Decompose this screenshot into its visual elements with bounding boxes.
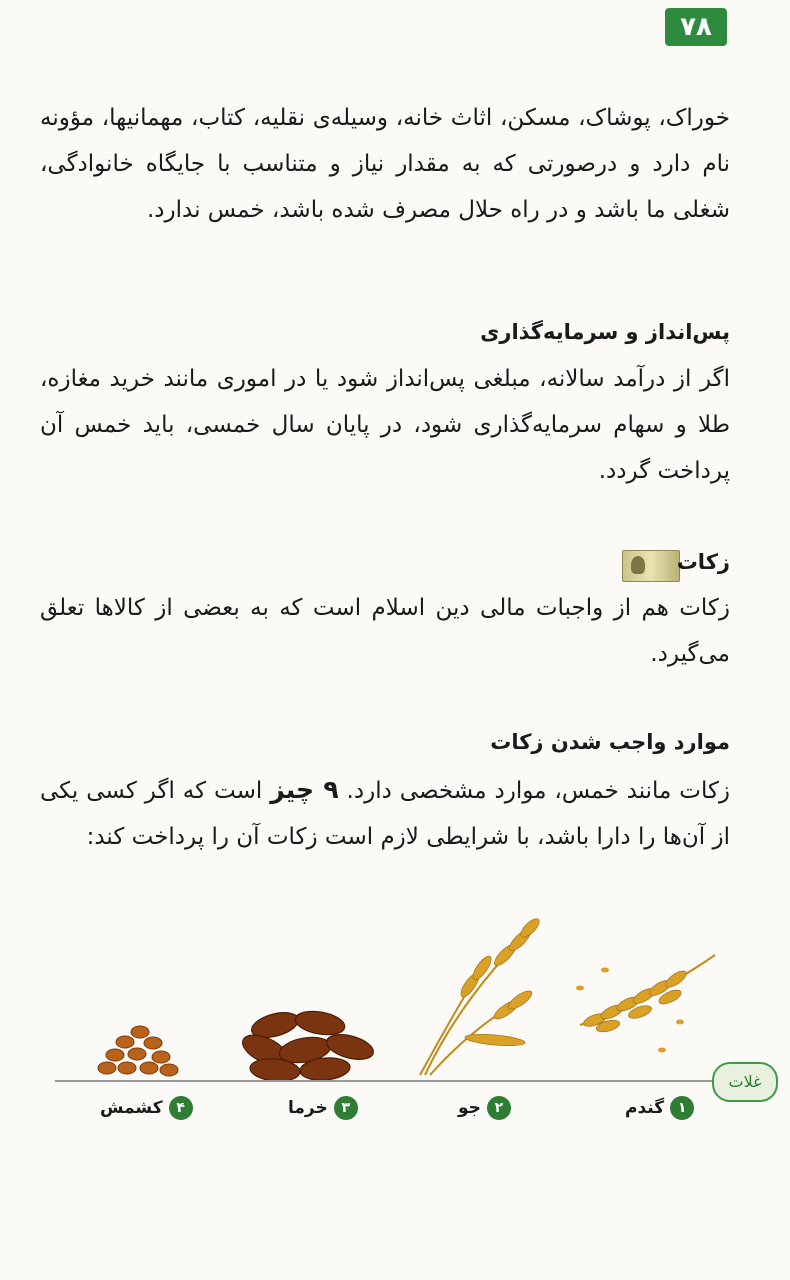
category-tag: غلات [712,1062,778,1102]
item-label: جو [458,1098,481,1118]
barley-illustration [410,910,560,1080]
zakat-heading: زکات [676,550,730,574]
item-barley [458,1096,511,1120]
intro-paragraph: خوراک، پوشاک، مسکن، اثاث خانه، وسیله‌ی نقلیه، کتاب، مهمانیها، مؤونه نام دارد و درصورتی که به مقدار نیاز و متناسب با جایگاه خانوادگی، شغلی ما باشد و در راه حلال مصرف شده باشد، خمس ندارد. [40,105,730,223]
items-divider [55,1080,715,1082]
item-number: ۴ [169,1096,193,1120]
dates-illustration [235,1005,385,1085]
savings-paragraph: اگر از درآمد سالانه، مبلغی پس‌انداز شود یا در اموری مانند خرید مغازه، طلا و سهام سرمایه‌گذاری شود، در پایان سال خمسی، باید خمس آن پرداخت گردد. [40,366,730,484]
page-number: ۷۸ [665,8,727,46]
raisins-illustration [95,1010,185,1085]
item-number: ۲ [487,1096,511,1120]
cases-heading: موارد واجب شدن زکات [490,730,730,754]
cases-text-after: است که اگر کسی یکی از آن‌ها را دارا باشد، با شرایطی لازم است زکات آن را پرداخت کند: [40,778,730,850]
item-label: گندم [625,1098,665,1118]
cases-bold-count: ۹ چیز [270,775,339,804]
item-number: ۱ [670,1096,694,1120]
item-raisins [100,1096,193,1120]
item-label: خرما [288,1098,328,1118]
zakat-paragraph: زکات هم از واجبات مالی دین اسلام است که به بعضی از کالاها تعلق می‌گیرد. [40,595,730,667]
item-label: کشمش [100,1098,163,1118]
savings-heading: پس‌انداز و سرمایه‌گذاری [480,320,730,344]
banknote-icon [622,550,680,582]
cases-paragraph [40,767,730,860]
item-dates [288,1096,358,1120]
wheat-illustration [570,950,720,1070]
item-number: ۳ [334,1096,358,1120]
cases-text-before: زکات مانند خمس، موارد مشخصی دارد. [346,778,731,804]
item-wheat [625,1096,694,1120]
